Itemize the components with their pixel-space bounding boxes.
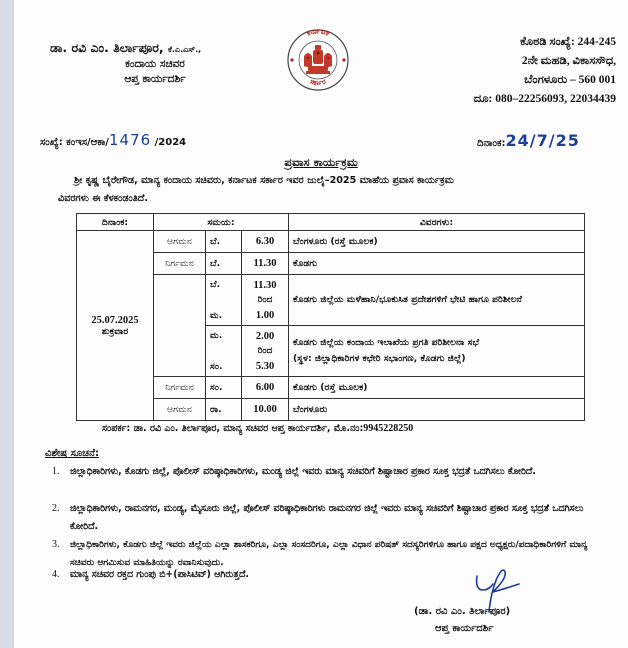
- schedule-table: [76, 213, 585, 421]
- time-to: 5.30: [255, 360, 275, 372]
- period-cell: [206, 275, 242, 326]
- reference-number: [40, 131, 186, 149]
- time-cell: [242, 326, 289, 377]
- contact-text: ಸಂಪರ್ಕ: ಡಾ. ರವಿ ಎಂ. ತಿರ್ಲಾಪೂರ, ಮಾನ್ಯ ಸಚಿವರ ಆಪ್ತ ಕಾರ್ಯದರ್ಶಿ, ಮೊ.ನಂ:: [102, 423, 364, 434]
- header-details: ವಿವರಗಳು:: [289, 214, 585, 231]
- intro-line-1: ಶ್ರೀ ಕೃಷ್ಣ ಬೈರೇಗೌಡ, ಮಾನ್ಯ ಕಂದಾಯ ಸಚಿವರು, ಕರ್ನಾಟಕ ಸರ್ಕಾರ ಇವರ ಜುಲೈ–2025 ಮಾಹೆಯ ಪ್ರವಾಸ ಕಾರ್ಯಕ್ರಮ: [74, 175, 454, 186]
- schedule-day: ಶುಕ್ರವಾರ: [101, 325, 129, 337]
- signatory-name: (ಡಾ. ರವಿ ಎಂ. ತಿರ್ಲಾಪೂರ): [414, 606, 511, 617]
- note-number: 3.: [52, 539, 60, 550]
- reference-label: ಸಂಖ್ಯೆ: ಕಂಇಸ/ಆಕಾ/: [40, 137, 109, 148]
- time-cell: 11.30: [242, 253, 289, 275]
- period-cell: [206, 326, 242, 377]
- sender-qualification: ಕೆ.ಎ.ಎಸ್.,: [167, 45, 202, 54]
- time-separator: ರಿಂದ: [257, 294, 273, 305]
- details-cell: ಕೊಡಗು ಜಿಲ್ಲೆಯ ಮಳೆಹಾನಿ/ಭೂಕುಸಿತ ಪ್ರದೇಶಗಳಿಗೆ ಭೇಟಿ ಹಾಗೂ ಪರಿಶೀಲನೆ: [289, 275, 585, 326]
- period-cell: ರಾ.: [206, 399, 242, 421]
- emblem-top-text: ಕರ್ನಾಟಕ: [305, 28, 331, 38]
- note-number: 2.: [52, 503, 60, 514]
- contact-line: [102, 423, 413, 434]
- note-text: ಮಾನ್ಯ ಸಚಿವರ ರಕ್ತದ ಗುಂಪು ಬಿ+(ಪಾಸಿಟಿವ್) ಆಗಿರುತ್ತದೆ.: [70, 569, 249, 580]
- title-text: ಪ್ರವಾಸ ಕಾರ್ಯಕ್ರಮ: [284, 155, 358, 169]
- sender-designation-2: ಆಪ್ತ ಕಾರ್ಯದರ್ಶಿ: [124, 73, 186, 85]
- period-to: ಮ.: [210, 310, 223, 321]
- event-cell: ಆಗಮನ: [154, 231, 206, 253]
- sender-name: [50, 40, 201, 56]
- details-line-1: ಕೊಡಗು ಜಿಲ್ಲೆಯ ಕಂದಾಯ ಇಲಾಖೆಯ ಪ್ರಗತಿ ಪರಿಶೀಲನಾ ಸಭೆ: [293, 337, 480, 348]
- window-edge-strip: [0, 0, 14, 648]
- time-cell: 6.30: [242, 231, 289, 253]
- period-cell: ಬೆ.: [206, 253, 242, 275]
- details-cell: ಬೆಂಗಳೂರು (ರಸ್ತೆ ಮೂಲಕ): [289, 231, 585, 253]
- header-time: ಸಮಯ:: [154, 214, 289, 231]
- office-floor: 2ನೇ ಮಹಡಿ, ವಿಕಾಸಸೌಧ,: [521, 55, 616, 67]
- notes-heading: ವಿಶೇಷ ಸೂಚನೆ:: [45, 448, 99, 459]
- note-item: [52, 463, 590, 481]
- header-date: ದಿನಾಂಕ:: [77, 214, 154, 231]
- period-from: ಬೆ.: [210, 279, 221, 290]
- event-cell: ನಿರ್ಗಮನ: [154, 253, 206, 275]
- time-cell: 6.00: [242, 377, 289, 399]
- period-cell: ಸಂ.: [206, 377, 242, 399]
- event-cell: ಆಗಮನ: [154, 399, 206, 421]
- details-cell: ಕೊಡಗು (ರಸ್ತೆ ಮೂಲಕ): [289, 377, 585, 399]
- date-cell: [77, 231, 154, 421]
- note-number: 1.: [52, 466, 60, 477]
- date-handwritten: 24/7/25: [505, 131, 580, 150]
- sender-designation-1: ಕಂದಾಯ ಸಚಿವರ: [125, 58, 185, 70]
- period-to: ಸಂ.: [210, 361, 223, 372]
- time-separator: ರಿಂದ: [257, 345, 273, 356]
- time-to: 1.00: [255, 309, 275, 321]
- contact-mobile: 9945228250: [363, 423, 414, 434]
- office-city: ಬೆಂಗಳೂರು – 560 001: [524, 74, 616, 86]
- details-line-2: (ಸ್ಥಳ: ಜಿಲ್ಲಾಧಿಕಾರಿಗಳ ಕಛೇರಿ ಸಭಾಂಗಣ, ಕೊಡಗು ಜಿಲ್ಲೆ): [293, 353, 466, 364]
- details-cell: ಬೆಂಗಳೂರು: [289, 399, 585, 421]
- table-row: [77, 275, 585, 326]
- table-row: [77, 399, 585, 421]
- reference-year: /2024: [154, 137, 187, 148]
- sender-name-text: ಡಾ. ರವಿ ಎಂ. ತಿರ್ಲಾಪೂರ,: [50, 40, 164, 55]
- office-phone: ದೂ: 080–22256093, 22034439: [473, 93, 616, 105]
- document-title: [14, 155, 628, 170]
- event-cell-empty: [154, 275, 206, 377]
- document-page: [14, 0, 628, 648]
- details-cell: [289, 326, 585, 377]
- note-item: [52, 500, 590, 536]
- table-row: [77, 377, 585, 399]
- emblem-bottom-text: ಸರ್ಕಾರ: [309, 77, 327, 87]
- note-text: ಜಿಲ್ಲಾಧಿಕಾರಿಗಳು, ಕೊಡಗು ಜಿಲ್ಲೆ ಇವರು ಜಿಲ್ಲೆಯ ಎಲ್ಲಾ ಶಾಸಕರಿಗೂ, ಎಲ್ಲಾ ಸಂಸದರಿಗೂ, ಎಲ್ಲಾ ವಿಧಾನ ಪರಿಷತ್ ಸದಸ್ಯರಿಗಳಿಗೂ ಹಾಗೂ ಪಕ್ಷದ ಅಧ್ಯಕ್ಷರು/ಪದಾಧಿಕಾರಿಗಳಿಗೆ ಮಾನ್ಯ ಸಚಿವರು ಆಗಮಿಸುವ ಮಾಹಿತಿಯನ್ನು ರವಾನಿಸುವುದು.: [70, 540, 588, 568]
- table-row: [77, 231, 585, 253]
- note-number: 4.: [52, 569, 60, 580]
- time-cell: [242, 275, 289, 326]
- schedule-date: 25.07.2025: [91, 314, 139, 326]
- date-label: ದಿನಾಂಕ:: [477, 138, 506, 149]
- table-row: [77, 253, 585, 275]
- karnataka-emblem-icon: [286, 28, 350, 92]
- office-room: ಕೊಠಡಿ ಸಂಖ್ಯೆ: 244-245: [520, 36, 616, 48]
- reference-number-handwritten: 1476: [108, 131, 152, 149]
- time-from: 2.00: [255, 330, 275, 342]
- note-text: ಜಿಲ್ಲಾಧಿಕಾರಿಗಳು, ಕೊಡಗು ಜಿಲ್ಲೆ, ಪೊಲೀಸ್ ವರಿಷ್ಠಾಧಿಕಾರಿಗಳು, ಮಂಡ್ಯ ಜಿಲ್ಲೆ ಇವರು ಮಾನ್ಯ ಸಚಿವರಿಗೆ ಶಿಷ್ಟಾಚಾರ ಪ್ರಕಾರ ಸೂಕ್ತ ಭದ್ರತೆ ಒದಗಿಸಲು ಕೋರಿದೆ.: [70, 466, 536, 477]
- table-header-row: [77, 214, 585, 231]
- details-cell: ಕೊಡಗು: [289, 253, 585, 275]
- period-cell: ಬೆ.: [206, 231, 242, 253]
- signatory-designation: ಆಪ್ತ ಕಾರ್ಯದರ್ಶಿ: [435, 623, 494, 634]
- intro-line-2: ವಿವರಗಳು ಈ ಕೆಳಕಂಡಂತಿದೆ.: [58, 193, 149, 204]
- event-cell: ನಿರ್ಗಮನ: [154, 377, 206, 399]
- note-text: ಜಿಲ್ಲಾಧಿಕಾರಿಗಳು, ರಾಮನಗರ, ಮಂಡ್ಯ, ಮೈಸೂರು ಜಿಲ್ಲೆ, ಪೊಲೀಸ್ ವರಿಷ್ಠಾಧಿಕಾರಿಗಳು ರಾಮನಗರ ಜಿಲ್ಲೆ ಇವರು ಮಾನ್ಯ ಸಚಿವರಿಗೆ ಶಿಷ್ಟಾಚಾರ ಪ್ರಕಾರ ಸೂಕ್ತ ಭದ್ರತೆ ಒದಗಿಸಲು ಕೋರಿದೆ.: [70, 503, 584, 532]
- period-from: ಮ.: [210, 330, 223, 341]
- time-from: 11.30: [253, 279, 277, 291]
- letter-date: [477, 131, 580, 150]
- time-cell: 10.00: [242, 399, 289, 421]
